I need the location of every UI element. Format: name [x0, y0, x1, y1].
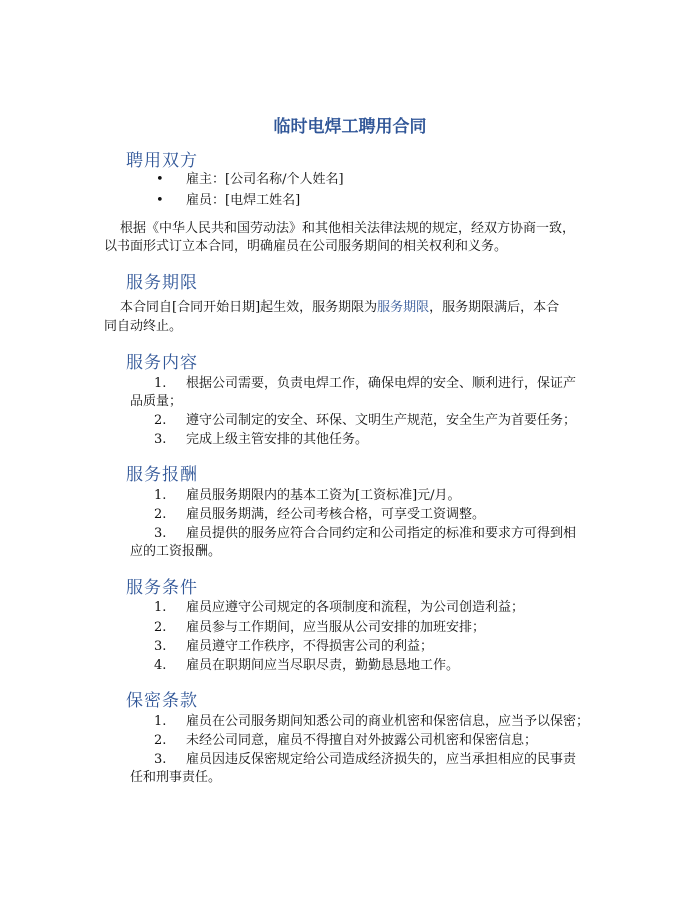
document-title: 临时电焊工聘用合同: [273, 117, 427, 137]
list-number: 1.: [154, 376, 167, 391]
list-item: 完成上级主管安排的其他任务。: [186, 432, 369, 447]
list-number: 3.: [154, 432, 167, 447]
list-item-continuation: 品质量；: [130, 394, 183, 409]
heading-term: 服务期限: [126, 273, 198, 293]
heading-conditions: 服务条件: [126, 578, 198, 598]
intro-paragraph-line-1: 根据《中华人民共和国劳动法》和其他相关法律法规的规定，经双方协商一致，: [120, 221, 576, 236]
list-number: 2.: [154, 413, 167, 428]
list-number: 1.: [154, 714, 167, 729]
list-number: 2.: [154, 507, 167, 522]
list-number: 1.: [154, 600, 167, 615]
list-number: 3.: [154, 752, 167, 767]
list-item: 雇员遵守工作秩序，不得损害公司的利益；: [186, 639, 434, 654]
term-paragraph-line-2: 同自动终止。: [104, 319, 183, 334]
list-item: 遵守公司制定的安全、环保、文明生产规范，安全生产为首要任务；: [186, 413, 577, 428]
list-item: 雇员应遵守公司规定的各项制度和流程，为公司创造利益；: [186, 600, 525, 615]
list-item: 雇员服务期满，经公司考核合格，可享受工资调整。: [186, 507, 486, 522]
intro-paragraph-line-2: 以书面形式订立本合同，明确雇员在公司服务期间的相关权利和义务。: [104, 239, 508, 254]
term-link[interactable]: 服务期限: [377, 300, 430, 315]
heading-confidentiality: 保密条款: [126, 691, 198, 711]
list-item-continuation: 任和刑事责任。: [130, 770, 222, 785]
list-number: 4.: [154, 658, 167, 673]
heading-content: 服务内容: [126, 353, 198, 373]
list-number: 3.: [154, 639, 167, 654]
list-number: 1.: [154, 488, 167, 503]
employer-line: 雇主：[公司名称/个人姓名]: [186, 172, 344, 187]
list-item: 雇员提供的服务应符合合同约定和公司指定的标准和要求方可得到相: [186, 526, 577, 541]
heading-pay: 服务报酬: [126, 465, 198, 485]
bullet-dot: •: [156, 193, 164, 208]
list-item: 雇员服务期限内的基本工资为[工资标准]元/月。: [186, 488, 461, 503]
list-item: 雇员参与工作期间，应当服从公司安排的加班安排；: [186, 620, 486, 635]
list-number: 3.: [154, 526, 167, 541]
term-paragraph-line-1: [120, 298, 559, 318]
bullet-dot: •: [156, 172, 164, 187]
term-text-a: 本合同自[合同开始日期]起生效，服务期限为: [120, 300, 378, 315]
heading-parties: 聘用双方: [126, 151, 198, 171]
list-item: 根据公司需要，负责电焊工作，确保电焊的安全、顺利进行，保证产: [186, 376, 577, 391]
list-number: 2.: [154, 620, 167, 635]
list-item: 雇员在职期间应当尽职尽责，勤勤恳恳地工作。: [186, 658, 460, 673]
list-number: 2.: [154, 733, 167, 748]
list-item: 未经公司同意，雇员不得擅自对外披露公司机密和保密信息；: [186, 733, 538, 748]
term-text-b: ，服务期限满后，本合: [429, 300, 560, 315]
list-item: 雇员因违反保密规定给公司造成经济损失的，应当承担相应的民事责: [186, 752, 577, 767]
list-item-continuation: 应的工资报酬。: [130, 544, 222, 559]
employee-line: 雇员：[电焊工姓名]: [186, 193, 301, 208]
list-item: 雇员在公司服务期间知悉公司的商业机密和保密信息，应当予以保密；: [186, 714, 590, 729]
